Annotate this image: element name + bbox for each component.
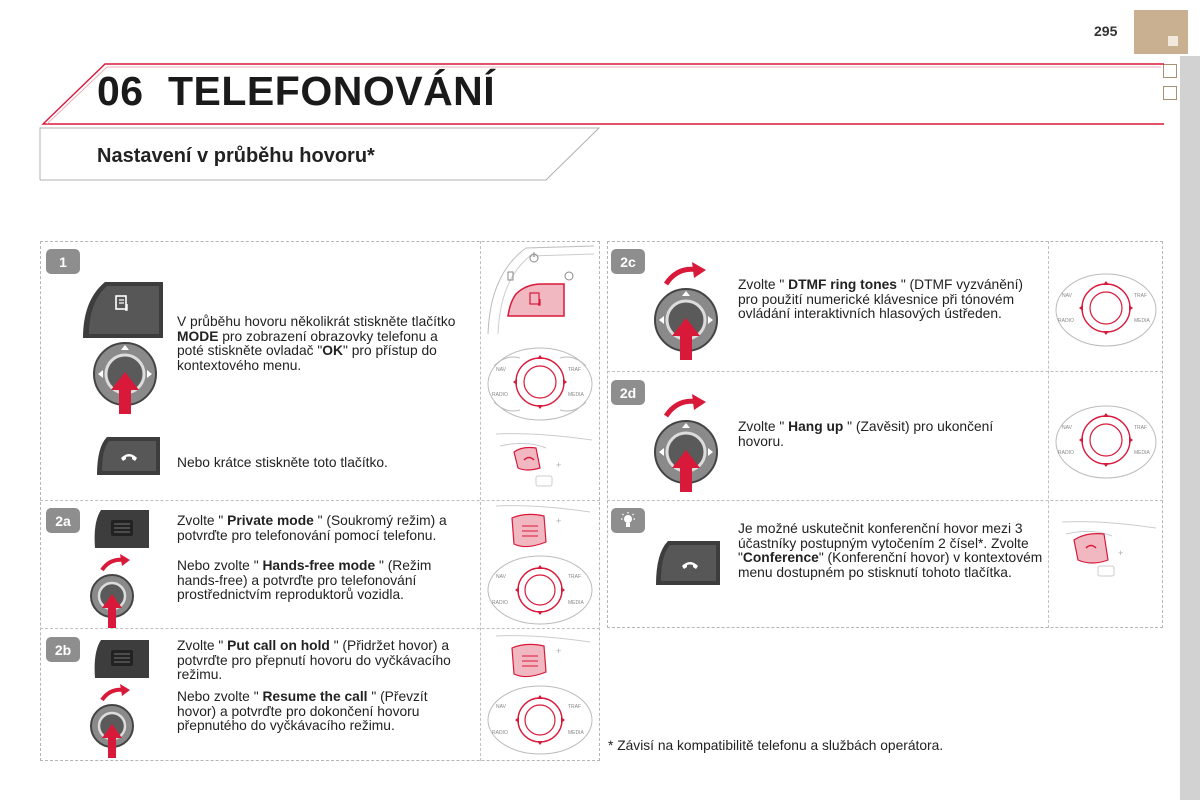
traf-label: TRAF [568, 367, 582, 373]
step-badge-2c: 2c [611, 249, 645, 274]
controller-rotate-icon[interactable] [88, 556, 148, 628]
steering-wheel-button-illustration [496, 432, 594, 496]
rotary-controller-illustration [1054, 270, 1158, 350]
radio-label: RADIO [1058, 318, 1074, 324]
chapter-tab [1134, 10, 1188, 54]
step-badge-1: 1 [46, 249, 80, 274]
svg-text:+: + [1118, 548, 1124, 558]
controller-rotate-icon[interactable] [652, 262, 732, 362]
page-edge-strip [1180, 56, 1200, 800]
media-label: MEDIA [568, 600, 584, 606]
steering-wheel-dial-illustration [496, 634, 592, 684]
traf-label: TRAF [568, 704, 582, 710]
conference-tip-text: Je možné uskutečnit konferenční hovor mezi 3 účastníky postupným vytočením 2 čísel*. Zvolte "Conference" (Konferenční hovor) v kontextovém menu dostupném po stisknutí tohoto tlačítka. [738, 521, 1043, 580]
rotary-controller-illustration [486, 552, 594, 628]
rotary-controller-illustration [486, 344, 594, 424]
dial-button-icon [93, 638, 149, 678]
tip-badge [611, 508, 645, 533]
nav-label: NAV [1062, 425, 1072, 431]
screen-mode-illustration [486, 244, 596, 334]
controller-rotate-icon[interactable] [88, 686, 148, 758]
panel-divider [1048, 241, 1049, 628]
radio-label: RADIO [492, 392, 508, 398]
phone-button-icon [656, 541, 720, 585]
step-badge-2d: 2d [611, 380, 645, 405]
step2d-instruction: Zvolte " Hang up " (Zavěsit) pro ukončení hovoru. [738, 419, 994, 449]
mode-button-icon [83, 282, 163, 338]
step2c-instruction: Zvolte " DTMF ring tones " (DTMF vyzvánění) pro použití numerické klávesnice při tónovém ovládání interaktivních hlasových ústředen. [738, 277, 1024, 321]
nav-label: NAV [1062, 293, 1072, 299]
svg-text:+: + [556, 460, 562, 470]
panel-divider [40, 628, 600, 629]
rotary-controller-illustration [1054, 402, 1158, 482]
steering-wheel-dial-illustration [496, 504, 592, 556]
chapter-title: TELEFONOVÁNÍ [168, 68, 496, 114]
media-label: MEDIA [1134, 450, 1150, 456]
controller-rotate-icon[interactable] [652, 394, 732, 494]
dial-button-icon [93, 508, 149, 548]
chapter-number: 06 [97, 68, 144, 114]
svg-text:+: + [556, 646, 562, 656]
step-badge-2b: 2b [46, 637, 80, 662]
nav-label: NAV [496, 704, 506, 710]
panel-divider [480, 241, 481, 761]
panel-divider [607, 371, 1163, 372]
tab-marker [1163, 86, 1177, 100]
panel-divider [40, 500, 600, 501]
tab-marker [1163, 64, 1177, 78]
step-badge-2a: 2a [46, 508, 80, 533]
traf-label: TRAF [1134, 425, 1148, 431]
ok-controller-icon[interactable] [93, 338, 163, 416]
step2a-alternative: Nebo zvolte " Hands-free mode " (Režim hands-free) a potvrďte pro telefonování prostřednictvím reproduktorů vozidla. [177, 558, 432, 602]
page-number: 295 [1094, 23, 1118, 39]
steering-wheel-button-illustration [1062, 520, 1158, 584]
nav-label: NAV [496, 367, 506, 373]
traf-label: TRAF [1134, 293, 1148, 299]
section-title: Nastavení v průběhu hovoru* [97, 145, 375, 167]
phone-button-icon [97, 437, 160, 475]
rotary-controller-illustration [486, 682, 594, 758]
radio-label: RADIO [492, 730, 508, 736]
step2b-alternative: Nebo zvolte " Resume the call " (Převzít hovor) a potvrďte pro dokončení hovoru přepnutého do vyčkávacího režimu. [177, 689, 428, 733]
step2b-instruction: Zvolte " Put call on hold " (Přidržet hovor) a potvrďte pro přepnutí hovoru do vyčkávacího režimu. [177, 638, 451, 682]
panel-divider [607, 500, 1163, 501]
svg-text:+: + [556, 516, 562, 526]
traf-label: TRAF [568, 574, 582, 580]
media-label: MEDIA [568, 730, 584, 736]
media-label: MEDIA [1134, 318, 1150, 324]
nav-label: NAV [496, 574, 506, 580]
media-label: MEDIA [568, 392, 584, 398]
step1-instruction: V průběhu hovoru několikrát stiskněte tlačítko MODE pro zobrazení obrazovky telefonu a poté stiskněte ovladač "OK" pro přístup do kontextového menu. [177, 314, 456, 373]
step2a-instruction: Zvolte " Private mode " (Soukromý režim) a potvrďte pro telefonování pomocí telefonu. [177, 513, 447, 543]
radio-label: RADIO [492, 600, 508, 606]
lightbulb-icon [619, 512, 637, 530]
radio-label: RADIO [1058, 450, 1074, 456]
footnote: * Závisí na kompatibilitě telefonu a službách operátora. [608, 738, 944, 753]
step1-alternative: Nebo krátce stiskněte toto tlačítko. [177, 455, 388, 470]
